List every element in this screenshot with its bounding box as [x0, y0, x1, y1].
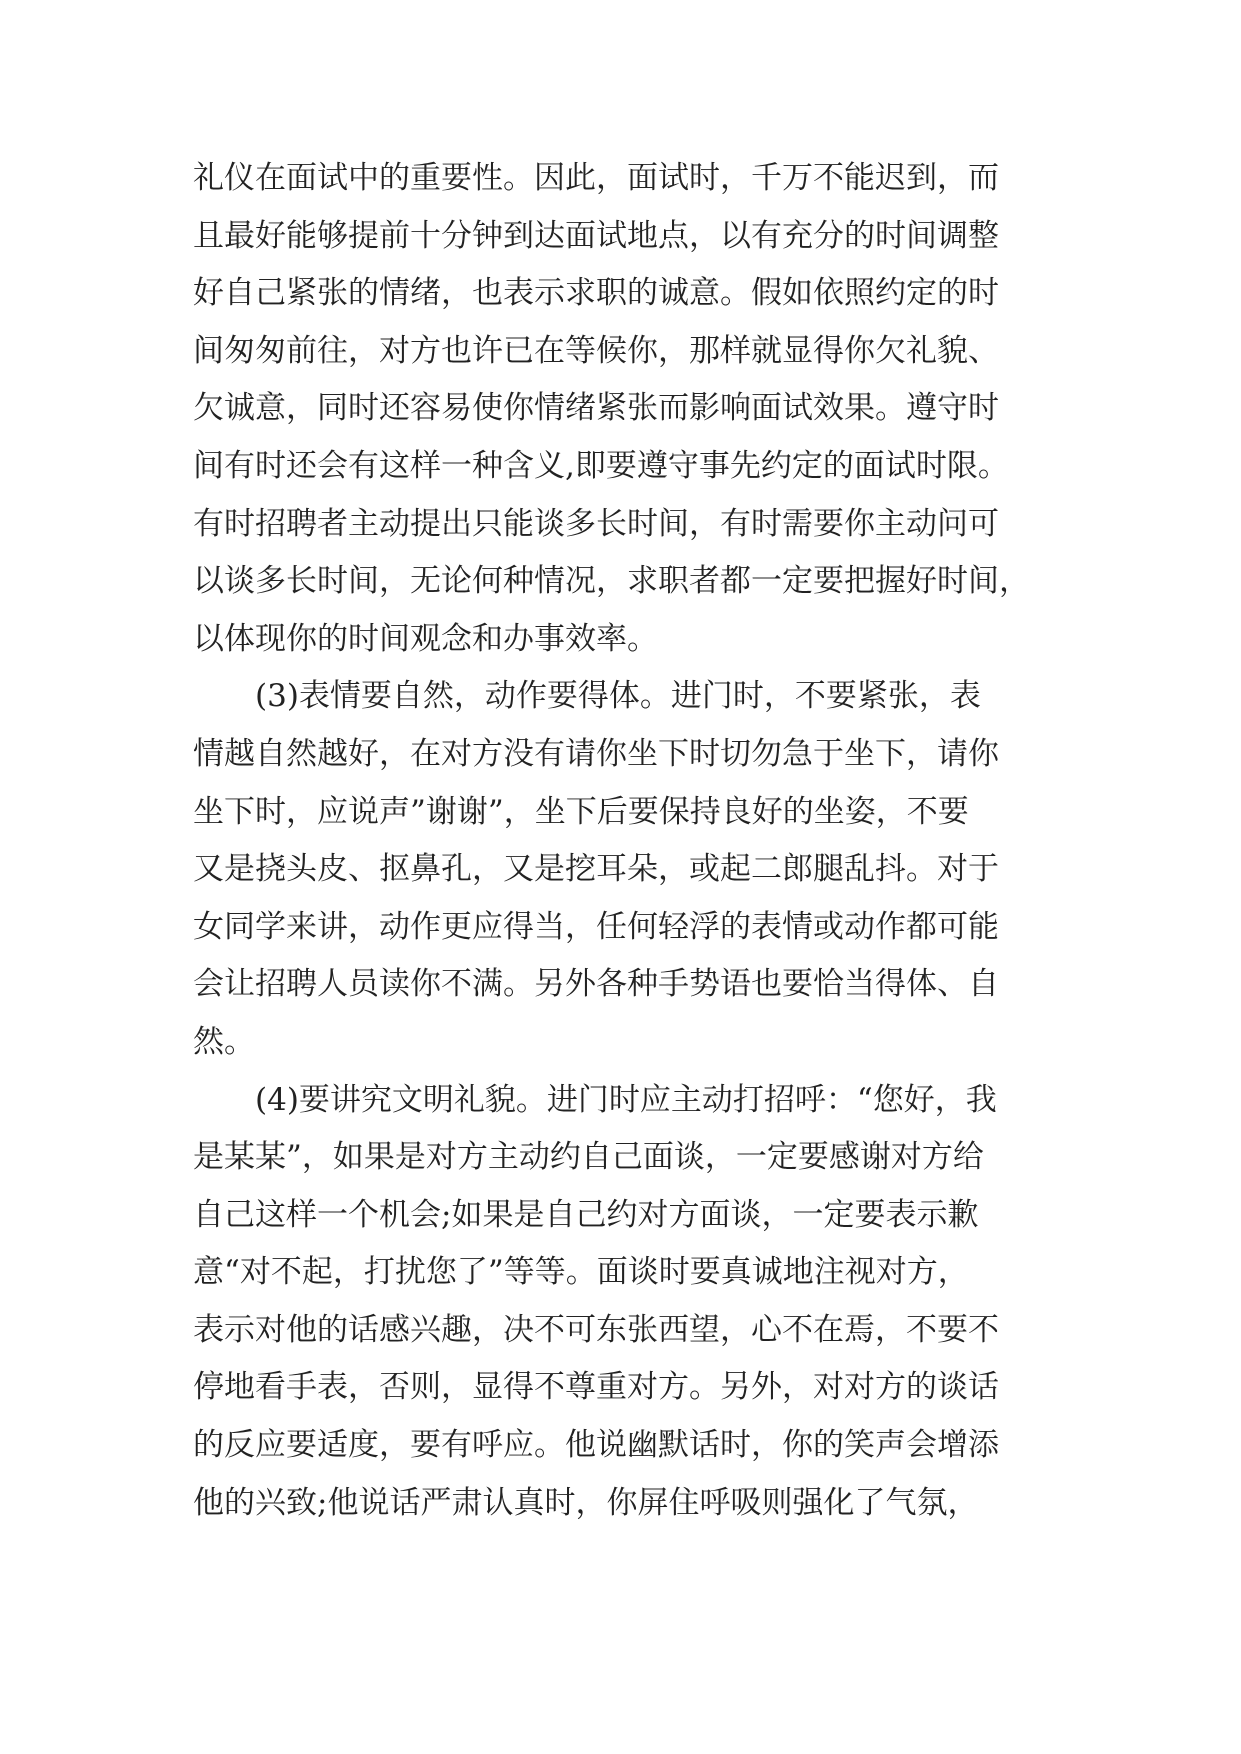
- text-line: 情越自然越好，在对方没有请你坐下时切勿急于坐下，请你: [193, 735, 999, 772]
- text-line: 坐下时，应说声”谢谢”，坐下后要保持良好的坐姿，不要: [193, 793, 969, 830]
- paragraph-3-start: (3)表情要自然，动作要得体。进门时，不要紧张，表: [255, 678, 981, 715]
- text-line: 会让招聘人员读你不满。另外各种手势语也要恰当得体、自: [193, 966, 999, 1003]
- text-line: 有时招聘者主动提出只能谈多长时间，有时需要你主动问可: [193, 505, 999, 542]
- text-line: 间有时还会有这样一种含义,即要遵守事先约定的面试时限。: [193, 447, 1009, 484]
- text-line: 停地看手表，否则，显得不尊重对方。另外，对对方的谈话: [193, 1369, 999, 1406]
- text-line: 的反应要适度，要有呼应。他说幽默话时，你的笑声会增添: [193, 1427, 999, 1464]
- text-line: 是某某”，如果是对方主动约自己面谈，一定要感谢对方给: [193, 1139, 984, 1176]
- text-line: 他的兴致;他说话严肃认真时，你屏住呼吸则强化了气氛，: [193, 1484, 979, 1521]
- text-line: 以谈多长时间，无论何种情况，求职者都一定要把握好时间，: [193, 563, 1030, 600]
- text-line: 然。: [193, 1023, 255, 1060]
- text-line: 以体现你的时间观念和办事效率。: [193, 620, 658, 657]
- text-line: 好自己紧张的情绪，也表示求职的诚意。假如依照约定的时: [193, 275, 999, 312]
- text-line: 欠诚意，同时还容易使你情绪紧张而影响面试效果。遵守时: [193, 390, 999, 427]
- text-line: 意“对不起，打扰您了”等等。面谈时要真诚地注视对方，: [193, 1254, 969, 1291]
- text-line: 自己这样一个机会;如果是自己约对方面谈，一定要表示歉: [193, 1196, 979, 1233]
- paragraph-4-start: (4)要讲究文明礼貌。进门时应主动打招呼：“您好，我: [255, 1081, 997, 1118]
- body-text: [193, 150, 1093, 1532]
- text-line: 间匆匆前往，对方也许已在等候你，那样就显得你欠礼貌、: [193, 332, 999, 369]
- text-line: 女同学来讲，动作更应得当，任何轻浮的表情或动作都可能: [193, 908, 999, 945]
- text-line: 又是挠头皮、抠鼻孔，又是挖耳朵，或起二郎腿乱抖。对于: [193, 851, 999, 888]
- text-line: 表示对他的话感兴趣，决不可东张西望，心不在焉，不要不: [193, 1311, 999, 1348]
- text-line: 且最好能够提前十分钟到达面试地点，以有充分的时间调整: [193, 217, 999, 254]
- text-line: 礼仪在面试中的重要性。因此，面试时，千万不能迟到，而: [193, 160, 999, 196]
